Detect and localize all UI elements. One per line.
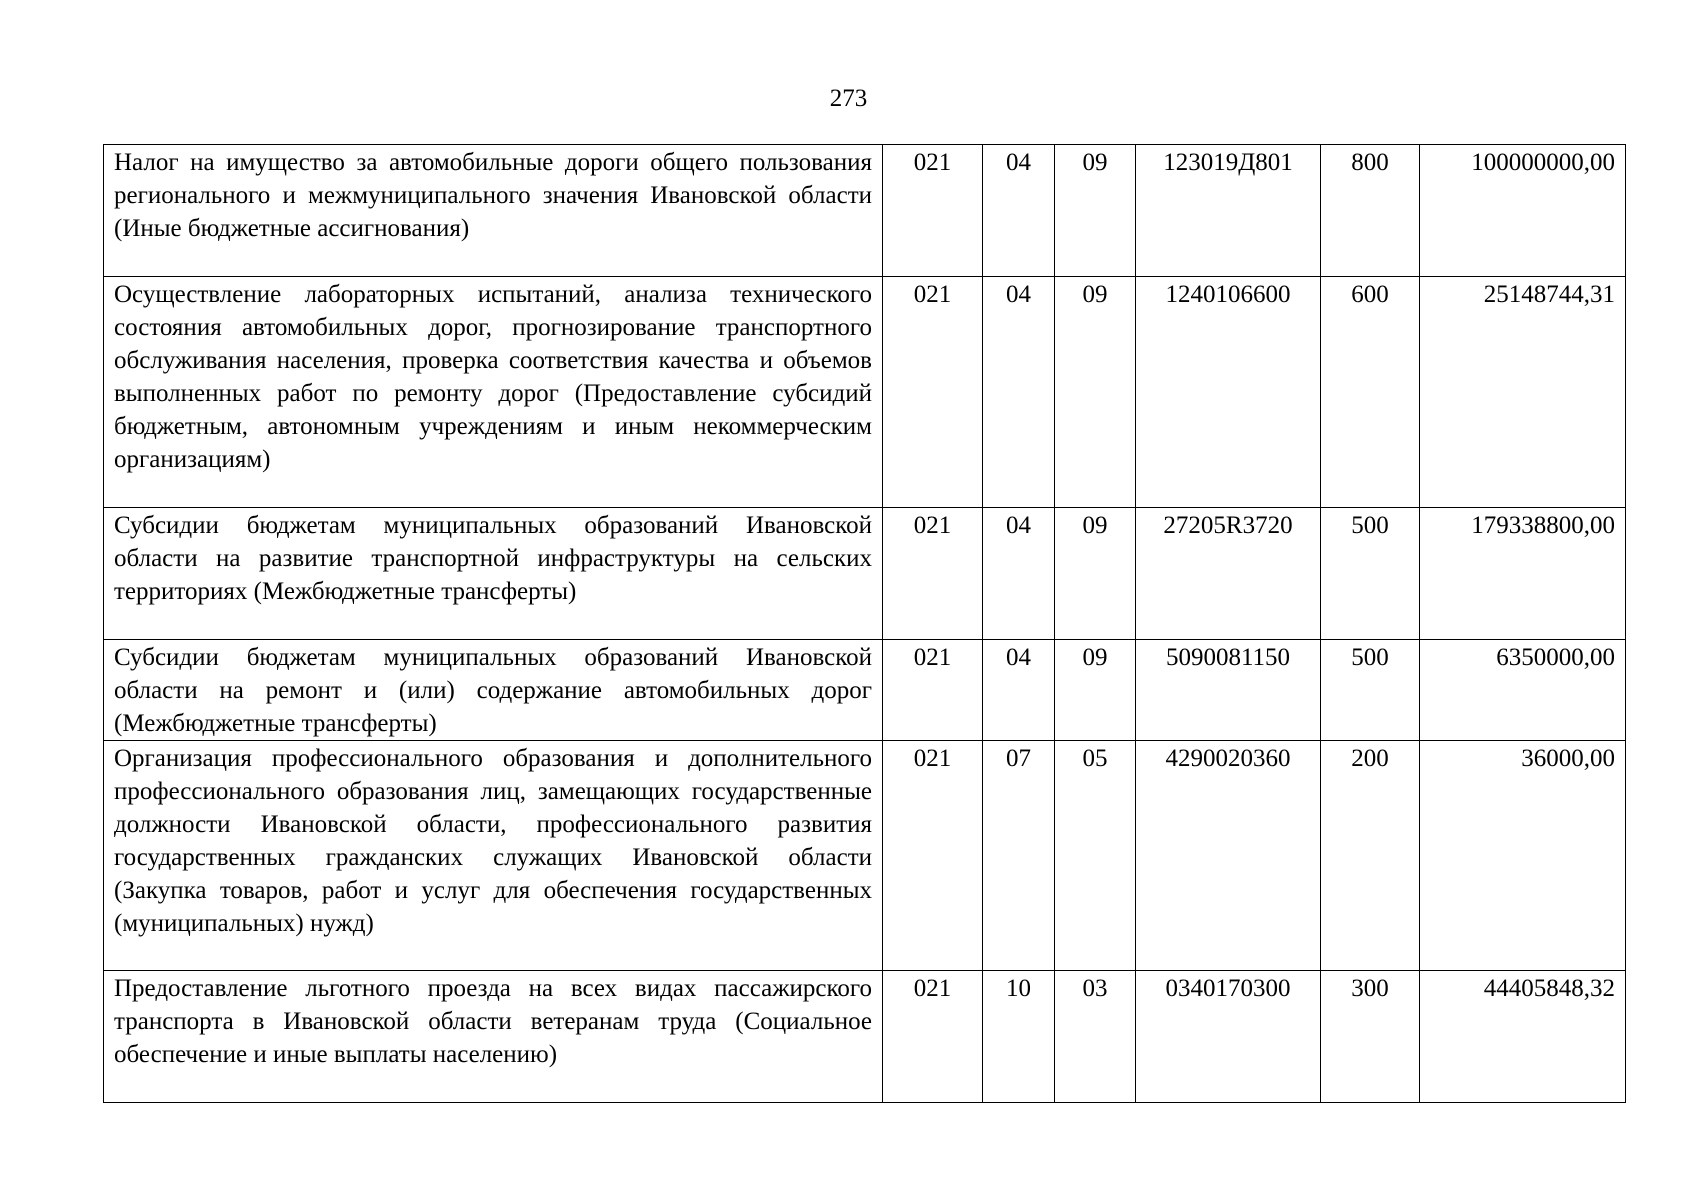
table-row bbox=[104, 145, 1626, 277]
section-code: 04 bbox=[983, 640, 1055, 741]
table-row bbox=[104, 971, 1626, 1103]
subsection-code: 03 bbox=[1055, 971, 1136, 1103]
amount: 44405848,32 bbox=[1420, 971, 1626, 1103]
page-number: 273 bbox=[829, 85, 868, 112]
table-row bbox=[104, 508, 1626, 640]
ministry-code: 021 bbox=[883, 741, 983, 971]
budget-table bbox=[103, 144, 1626, 1103]
ministry-code: 021 bbox=[883, 971, 983, 1103]
subsection-code: 09 bbox=[1055, 145, 1136, 277]
subsection-code: 09 bbox=[1055, 640, 1136, 741]
expense-type-code: 500 bbox=[1321, 508, 1420, 640]
row-description: Организация профессионального образования и дополнительного профессионального образования лиц, замещающих государственные должности Ивановской области, профессионального развития государственных гражданских служащих Ивановской области (Закупка товаров, работ и услуг для обеспечения государственных (муниципальных) нужд) bbox=[104, 741, 883, 971]
amount: 6350000,00 bbox=[1420, 640, 1626, 741]
amount: 100000000,00 bbox=[1420, 145, 1626, 277]
target-article-code: 27205R3720 bbox=[1136, 508, 1321, 640]
row-description: Осуществление лабораторных испытаний, анализа технического состояния автомобильных дорог, прогнозирование транспортного обслуживания населения, проверка соответствия качества и объемов выполненных работ по ремонту дорог (Предоставление субсидий бюджетным, автономным учреждениям и иным некоммерческим организациям) bbox=[104, 277, 883, 508]
amount: 25148744,31 bbox=[1420, 277, 1626, 508]
target-article-code: 123019Д801 bbox=[1136, 145, 1321, 277]
target-article-code: 1240106600 bbox=[1136, 277, 1321, 508]
row-description: Предоставление льготного проезда на всех видах пассажирского транспорта в Ивановской области ветеранам труда (Социальное обеспечение и иные выплаты населению) bbox=[104, 971, 883, 1103]
subsection-code: 09 bbox=[1055, 508, 1136, 640]
expense-type-code: 200 bbox=[1321, 741, 1420, 971]
expense-type-code: 300 bbox=[1321, 971, 1420, 1103]
ministry-code: 021 bbox=[883, 508, 983, 640]
section-code: 10 bbox=[983, 971, 1055, 1103]
amount: 36000,00 bbox=[1420, 741, 1626, 971]
section-code: 04 bbox=[983, 145, 1055, 277]
ministry-code: 021 bbox=[883, 640, 983, 741]
expense-type-code: 600 bbox=[1321, 277, 1420, 508]
ministry-code: 021 bbox=[883, 145, 983, 277]
target-article-code: 5090081150 bbox=[1136, 640, 1321, 741]
target-article-code: 4290020360 bbox=[1136, 741, 1321, 971]
table-row bbox=[104, 277, 1626, 508]
row-description: Субсидии бюджетам муниципальных образований Ивановской области на развитие транспортной инфраструктуры на сельских территориях (Межбюджетные трансферты) bbox=[104, 508, 883, 640]
expense-type-code: 800 bbox=[1321, 145, 1420, 277]
section-code: 04 bbox=[983, 508, 1055, 640]
ministry-code: 021 bbox=[883, 277, 983, 508]
row-description: Налог на имущество за автомобильные дороги общего пользования регионального и межмуниципального значения Ивановской области (Иные бюджетные ассигнования) bbox=[104, 145, 883, 277]
row-description: Субсидии бюджетам муниципальных образований Ивановской области на ремонт и (или) содержание автомобильных дорог (Межбюджетные трансферты) bbox=[104, 640, 883, 741]
section-code: 04 bbox=[983, 277, 1055, 508]
subsection-code: 05 bbox=[1055, 741, 1136, 971]
target-article-code: 0340170300 bbox=[1136, 971, 1321, 1103]
subsection-code: 09 bbox=[1055, 277, 1136, 508]
table-row bbox=[104, 640, 1626, 741]
expense-type-code: 500 bbox=[1321, 640, 1420, 741]
section-code: 07 bbox=[983, 741, 1055, 971]
amount: 179338800,00 bbox=[1420, 508, 1626, 640]
table-row bbox=[104, 741, 1626, 971]
